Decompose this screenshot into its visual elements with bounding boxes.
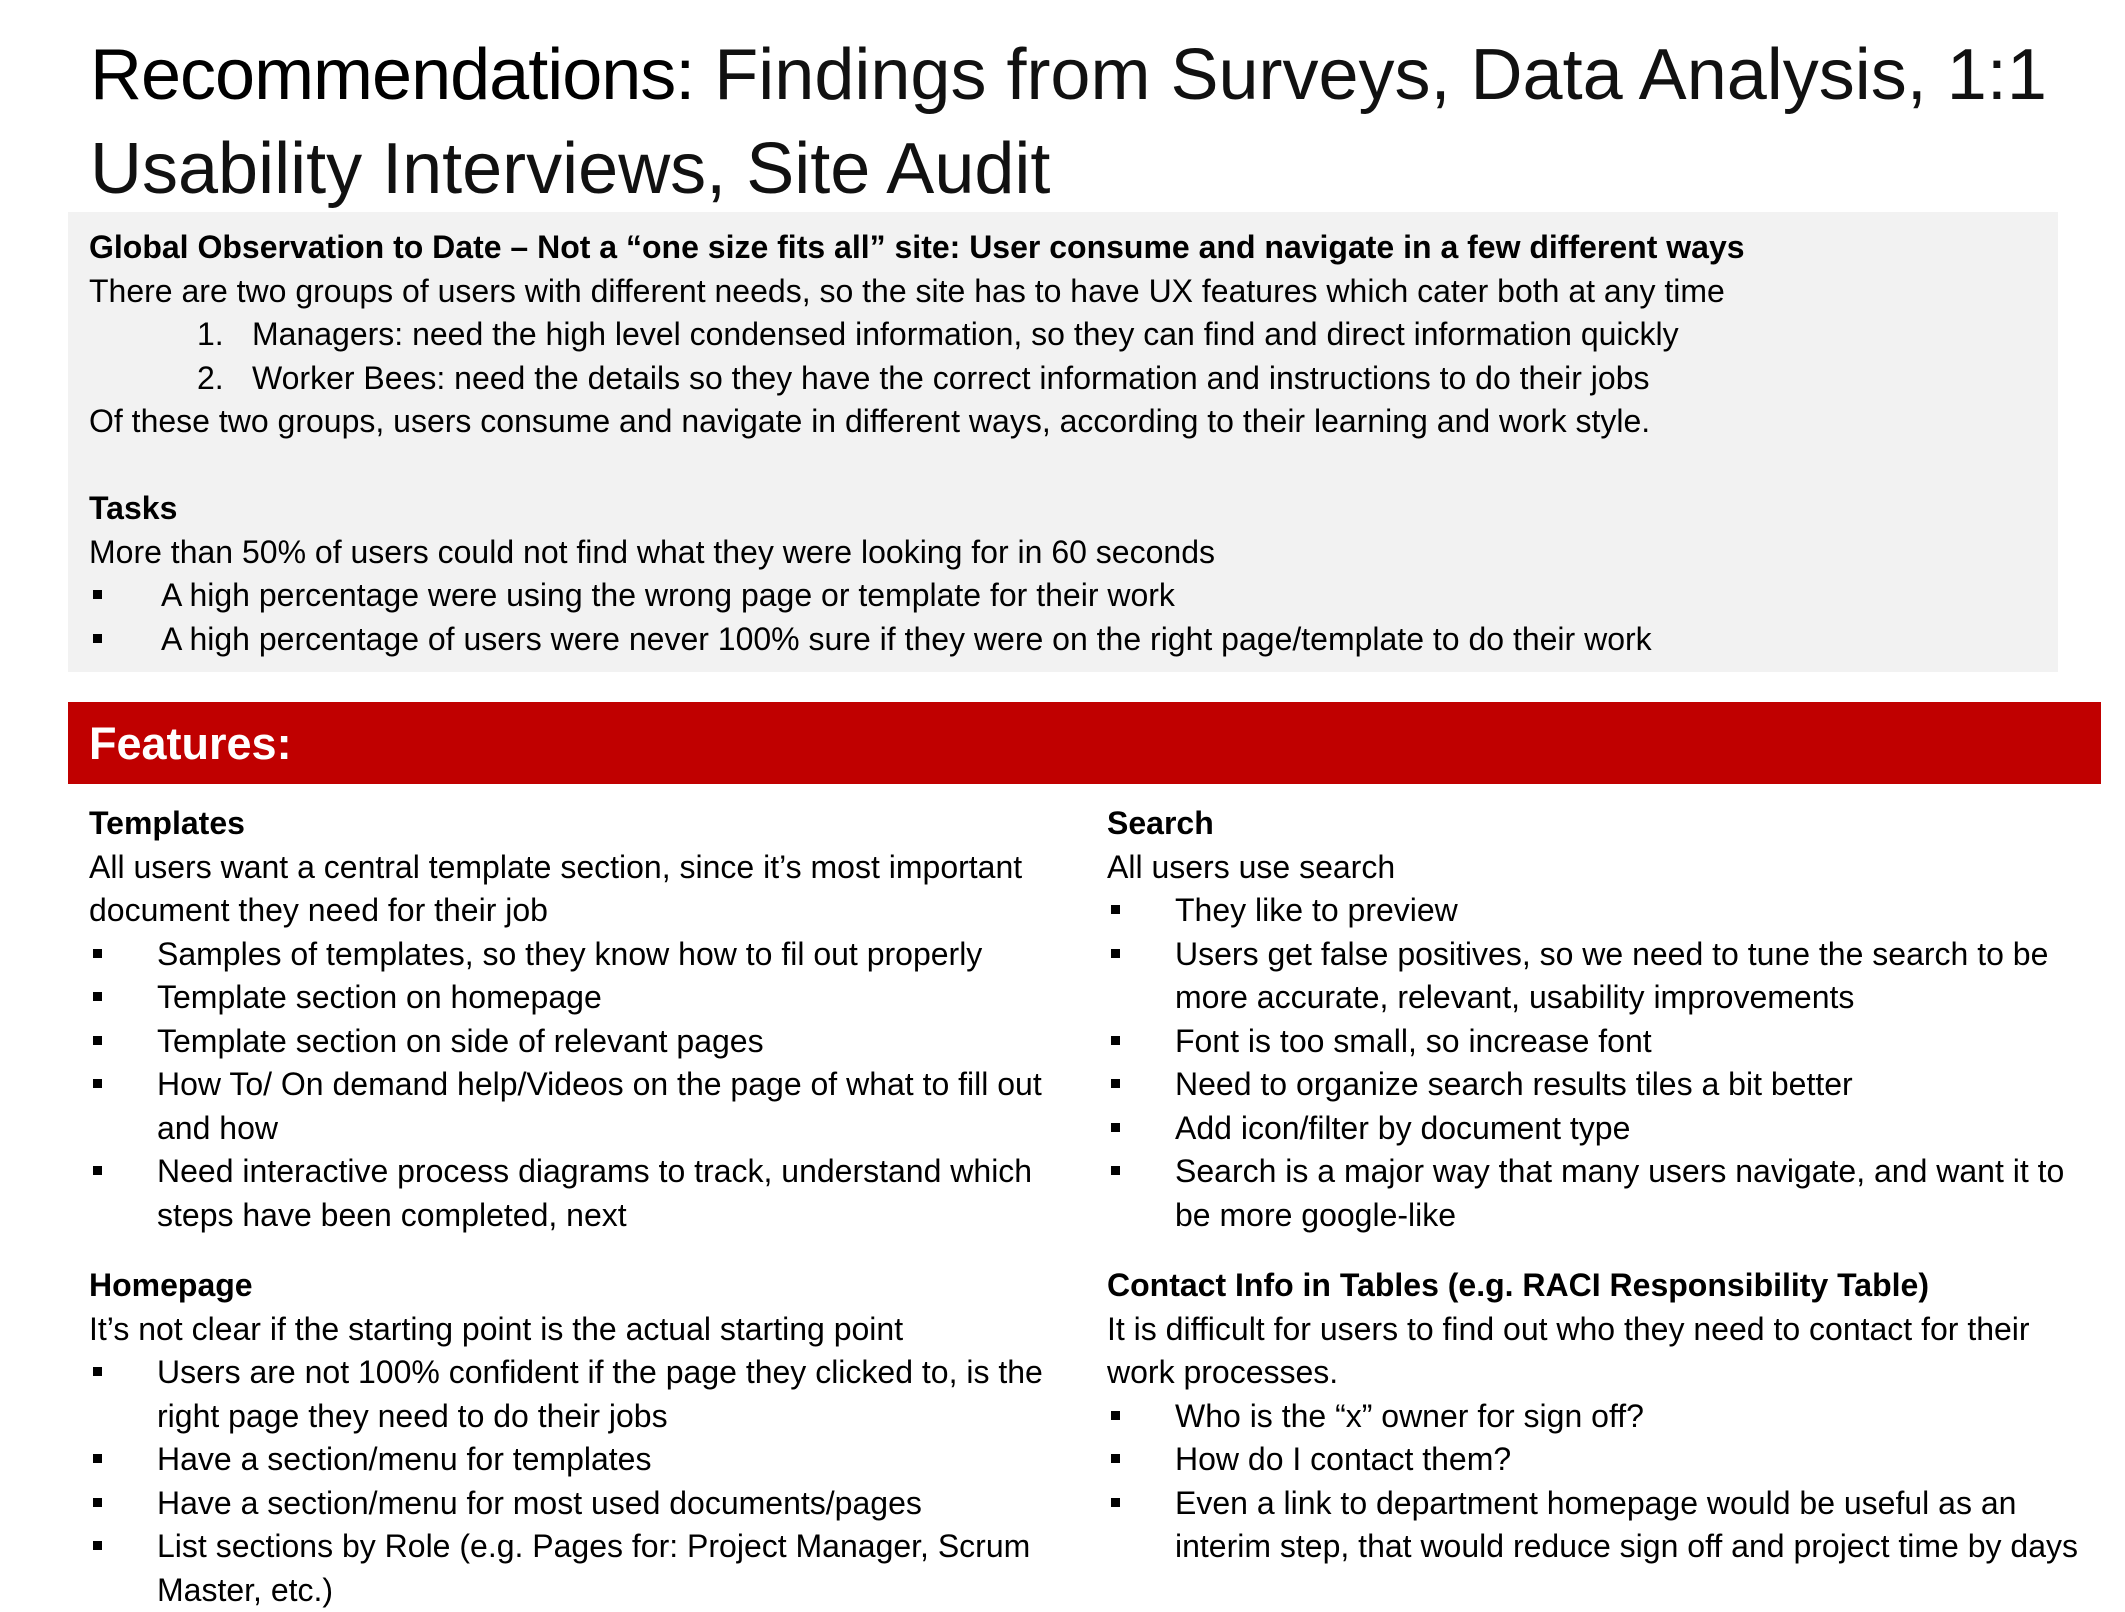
search-bullet-list (1107, 889, 2092, 1237)
list-item-text: Template section on homepage (157, 979, 602, 1015)
list-item-text: Samples of templates, so they know how to fil out properly (157, 935, 983, 972)
list-item-text: How do I contact them? (1175, 1441, 1512, 1477)
homepage-intro: It’s not clear if the starting point is the actual starting point (89, 1310, 904, 1347)
square-bullet-icon (93, 992, 102, 1001)
list-item-text: Need interactive process diagrams to track, understand which steps have been completed, next (157, 1153, 1033, 1233)
tasks-heading: Tasks (89, 490, 178, 526)
search-intro: All users use search (1107, 848, 1396, 885)
list-item (1107, 1482, 2092, 1569)
list-item (1107, 1150, 2092, 1237)
title-lead: Recommendations: (90, 35, 695, 115)
features-right-column (1107, 802, 2092, 1569)
homepage-bullet-list (89, 1351, 1074, 1612)
global-observation-content (89, 226, 2039, 661)
square-bullet-icon (1111, 1498, 1120, 1507)
list-item (89, 618, 2039, 662)
search-heading: Search (1107, 805, 1214, 841)
search-section (1107, 802, 2092, 1237)
list-item-text: Template section on side of relevant pages (157, 1022, 764, 1059)
square-bullet-icon (1111, 1454, 1120, 1463)
templates-bullet-list (89, 933, 1074, 1238)
square-bullet-icon (1111, 1411, 1120, 1420)
list-item-text: They like to preview (1175, 892, 1458, 928)
templates-section (89, 802, 1074, 1237)
title-rest: Findings from Surveys, Data Analysis, 1:1 Usability Interviews, Site Audit (90, 35, 2047, 209)
list-item-text: Have a section/menu for templates (157, 1441, 652, 1477)
list-item (89, 1525, 1074, 1612)
list-item-text: Managers: need the high level condensed information, so they can find and direct information quickly (252, 316, 1679, 352)
features-left-column (89, 802, 1074, 1612)
global-observation-outro: Of these two groups, users consume and navigate in different ways, according to their learning and work style. (89, 403, 1651, 439)
spacer (89, 1237, 1074, 1264)
list-item-text: A high percentage of users were never 100% sure if they were on the right page/template to do their work (161, 620, 1652, 657)
square-bullet-icon (1111, 1123, 1120, 1132)
list-item (1107, 933, 2092, 1020)
contact-intro: It is difficult for users to find out who they need to contact for their work processes. (1107, 1310, 2030, 1390)
list-item-text: Have a section/menu for most used documents/pages (157, 1484, 922, 1521)
tasks-bullet-list (89, 574, 2039, 661)
list-item (89, 1351, 1074, 1438)
features-header-bar (68, 702, 2101, 784)
list-item (89, 1063, 1074, 1150)
list-item (89, 313, 2039, 357)
list-item-text: How To/ On demand help/Videos on the page of what to fill out and how (157, 1066, 1042, 1146)
list-item (1107, 1020, 2092, 1064)
list-number: 2. (197, 359, 224, 396)
square-bullet-icon (93, 1454, 102, 1463)
square-bullet-icon (1111, 949, 1120, 958)
square-bullet-icon (93, 1079, 102, 1088)
square-bullet-icon (93, 1367, 102, 1376)
list-item (1107, 1107, 2092, 1151)
list-item-text: Who is the “x” owner for sign off? (1175, 1397, 1644, 1434)
list-item (89, 976, 1074, 1020)
list-item (1107, 1438, 2092, 1482)
square-bullet-icon (93, 1498, 102, 1507)
list-item-text: Worker Bees: need the details so they have the correct information and instructions to do their jobs (252, 359, 1650, 396)
list-item (89, 1482, 1074, 1526)
list-item-text: Search is a major way that many users navigate, and want it to be more google-like (1175, 1153, 2065, 1233)
slide-title (90, 28, 2090, 216)
list-item-text: Even a link to department homepage would be useful as an interim step, that would reduce sign off and project time by days (1175, 1484, 2078, 1564)
square-bullet-icon (93, 949, 102, 958)
list-item (1107, 1395, 2092, 1439)
list-item (89, 933, 1074, 977)
global-observation-box (68, 212, 2058, 672)
features-heading: Features: (89, 718, 292, 769)
list-item-text: List sections by Role (e.g. Pages for: Project Manager, Scrum Master, etc.) (157, 1528, 1031, 1608)
list-item-text: Need to organize search results tiles a bit better (1175, 1066, 1853, 1102)
square-bullet-icon (1111, 1079, 1120, 1088)
contact-heading: Contact Info in Tables (e.g. RACI Responsibility Table) (1107, 1267, 1929, 1303)
square-bullet-icon (1111, 1166, 1120, 1175)
list-item (1107, 1063, 2092, 1107)
square-bullet-icon (93, 590, 102, 599)
list-item-text: Font is too small, so increase font (1175, 1022, 1652, 1059)
square-bullet-icon (93, 1166, 102, 1175)
list-item (89, 1020, 1074, 1064)
list-item (89, 357, 2039, 401)
user-groups-list (89, 313, 2039, 400)
list-item (1107, 889, 2092, 933)
tasks-intro: More than 50% of users could not find what they were looking for in 60 seconds (89, 533, 1215, 570)
templates-intro: All users want a central template section, since it’s most important document they need for their job (89, 848, 1023, 928)
spacer (89, 444, 2039, 488)
list-item (89, 1150, 1074, 1237)
contact-section (1107, 1264, 2092, 1569)
templates-heading: Templates (89, 805, 245, 841)
square-bullet-icon (93, 634, 102, 643)
square-bullet-icon (1111, 905, 1120, 914)
square-bullet-icon (93, 1541, 102, 1550)
square-bullet-icon (1111, 1036, 1120, 1045)
global-observation-intro: There are two groups of users with different needs, so the site has to have UX features which cater both at any time (89, 272, 1725, 309)
homepage-section (89, 1264, 1074, 1612)
contact-bullet-list (1107, 1395, 2092, 1569)
homepage-heading: Homepage (89, 1267, 253, 1303)
square-bullet-icon (93, 1036, 102, 1045)
global-observation-heading: Global Observation to Date – Not a “one size fits all” site: User consume and navigate in a few different ways (89, 229, 1745, 265)
list-number: 1. (197, 316, 224, 352)
list-item (89, 1438, 1074, 1482)
spacer (1107, 1237, 2092, 1264)
list-item-text: Users are not 100% confident if the page they clicked to, is the right page they need to do their jobs (157, 1354, 1043, 1434)
list-item-text: Users get false positives, so we need to tune the search to be more accurate, relevant, usability improvements (1175, 935, 2049, 1015)
list-item-text: A high percentage were using the wrong page or template for their work (161, 577, 1175, 613)
list-item (89, 574, 2039, 618)
list-item-text: Add icon/filter by document type (1175, 1109, 1631, 1146)
